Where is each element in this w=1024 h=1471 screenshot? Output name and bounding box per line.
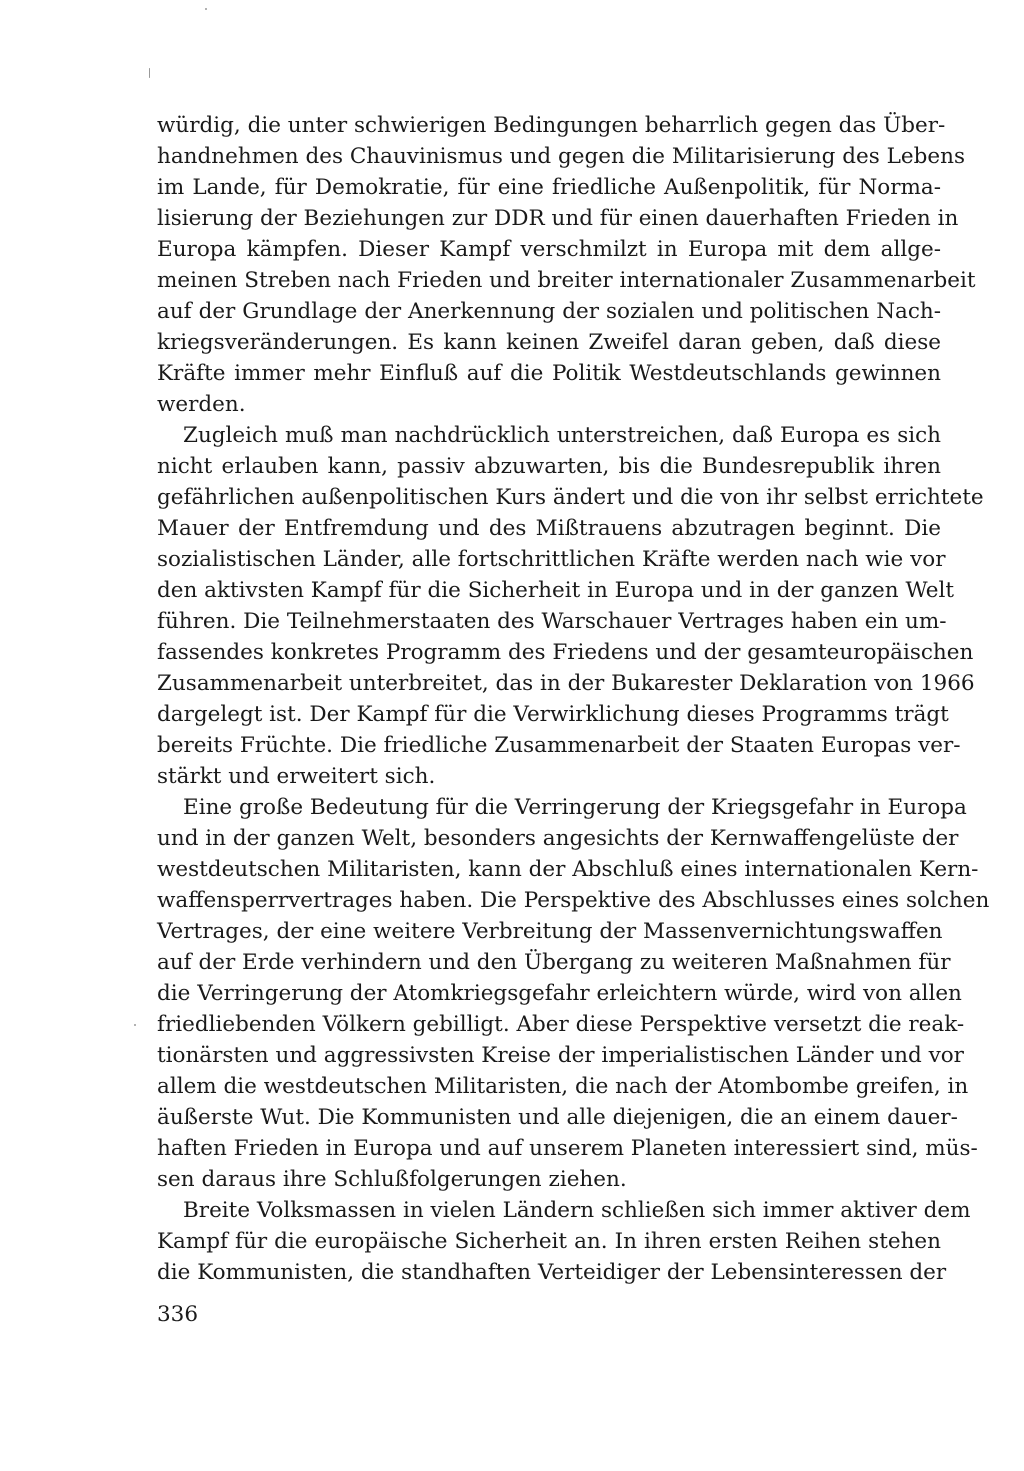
text-line: Breite Volksmassen in vielen Ländern schließen sich immer aktiver dem <box>183 1198 971 1223</box>
text-line: den aktivsten Kampf für die Sicherheit in Europa und in der ganzen Welt <box>157 578 955 603</box>
text-line: fassendes konkretes Programm des Friedens und der gesamteuropäischen <box>157 640 974 665</box>
text-line: Kräfte immer mehr Einfluß auf die Politik Westdeutschlands gewinnen <box>157 361 941 386</box>
text-line: sen daraus ihre Schlußfolgerungen ziehen. <box>157 1167 627 1192</box>
text-line: handnehmen des Chauvinismus und gegen die Militarisierung des Lebens <box>157 144 966 169</box>
text-line: Vertrages, der eine weitere Verbreitung der Massenvernichtungswaffen <box>157 919 943 944</box>
body-text <box>157 110 990 1288</box>
text-line: werden. <box>157 392 246 417</box>
text-line: Mauer der Entfremdung und des Mißtrauens abzutragen beginnt. Die <box>157 516 941 541</box>
text-line: bereits Früchte. Die friedliche Zusammenarbeit der Staaten Europas ver- <box>157 733 961 758</box>
text-line: Zugleich muß man nachdrücklich unterstreichen, daß Europa es sich <box>183 423 941 448</box>
text-line: meinen Streben nach Frieden und breiter internationaler Zusammenarbeit <box>157 268 976 293</box>
scan-speck <box>149 68 150 78</box>
text-line: allem die westdeutschen Militaristen, die nach der Atombombe greifen, in <box>157 1074 969 1099</box>
text-line: auf der Erde verhindern und den Übergang zu weiteren Maßnahmen für <box>157 950 951 975</box>
text-line: nicht erlauben kann, passiv abzuwarten, bis die Bundesrepublik ihren <box>157 454 941 479</box>
text-line: stärkt und erweitert sich. <box>157 764 436 789</box>
text-line: die Verringerung der Atomkriegsgefahr erleichtern würde, wird von allen <box>157 981 962 1006</box>
text-line: haften Frieden in Europa und auf unserem Planeten interessiert sind, müs- <box>157 1136 978 1161</box>
text-line: kriegsveränderungen. Es kann keinen Zweifel daran geben, daß diese <box>157 330 941 355</box>
text-line: lisierung der Beziehungen zur DDR und für einen dauerhaften Frieden in <box>157 206 959 231</box>
text-line: friedliebenden Völkern gebilligt. Aber diese Perspektive versetzt die reak- <box>157 1012 965 1037</box>
text-line: auf der Grundlage der Anerkennung der sozialen und politischen Nach- <box>157 299 941 324</box>
text-line: im Lande, für Demokratie, für eine friedliche Außenpolitik, für Norma- <box>157 175 941 200</box>
text-line: gefährlichen außenpolitischen Kurs ändert und die von ihr selbst errichtete <box>157 485 984 510</box>
text-line: sozialistischen Länder, alle fortschrittlichen Kräfte werden nach wie vor <box>157 547 946 572</box>
text-line: Eine große Bedeutung für die Verringerung der Kriegsgefahr in Europa <box>183 795 967 820</box>
text-line: dargelegt ist. Der Kampf für die Verwirklichung dieses Programms trägt <box>157 702 949 727</box>
scan-speck <box>134 1024 136 1026</box>
text-line: Europa kämpfen. Dieser Kampf verschmilzt in Europa mit dem allge- <box>157 237 941 262</box>
text-line: äußerste Wut. Die Kommunisten und alle diejenigen, die an einem dauer- <box>157 1105 958 1130</box>
text-line: tionärsten und aggressivsten Kreise der imperialistischen Länder und vor <box>157 1043 964 1068</box>
page-number: 336 <box>157 1302 199 1327</box>
text-line: Kampf für die europäische Sicherheit an. In ihren ersten Reihen stehen <box>157 1229 941 1254</box>
text-line: die Kommunisten, die standhaften Verteidiger der Lebensinteressen der <box>157 1260 947 1285</box>
text-line: westdeutschen Militaristen, kann der Abschluß eines internationalen Kern- <box>157 857 979 882</box>
text-line: Zusammenarbeit unterbreitet, das in der Bukarester Deklaration von 1966 <box>157 671 975 696</box>
scan-speck <box>205 8 207 10</box>
text-line: führen. Die Teilnehmerstaaten des Warschauer Vertrages haben ein um- <box>157 609 947 634</box>
text-line: würdig, die unter schwierigen Bedingungen beharrlich gegen das Über- <box>157 113 946 138</box>
text-line: waffensperrvertrages haben. Die Perspektive des Abschlusses eines solchen <box>157 888 990 913</box>
text-line: und in der ganzen Welt, besonders angesichts der Kernwaffengelüste der <box>157 826 959 851</box>
